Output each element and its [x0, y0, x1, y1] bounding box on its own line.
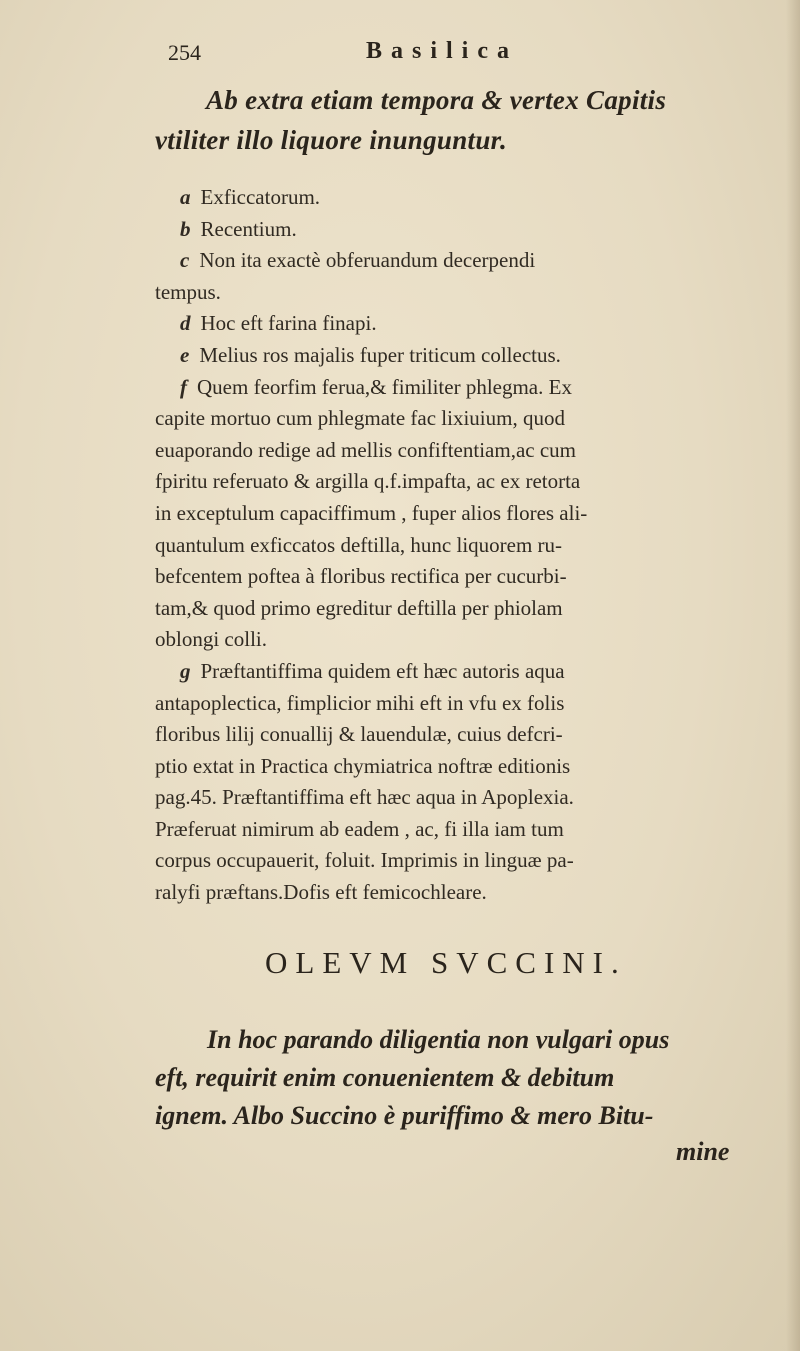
note-line: Non ita exactè obferuandum decerpendi	[199, 248, 536, 273]
note-line: fpiritu referuato & argilla q.f.impafta, ac ex retorta	[155, 469, 581, 494]
note-marker: g	[180, 658, 191, 683]
note-marker: b	[180, 216, 191, 241]
note-line: ptio extat in Practica chymiatrica noftræ editionis	[155, 753, 571, 778]
section-intro	[155, 1021, 767, 1135]
note-line: Recentium.	[200, 216, 297, 241]
catchword: mine	[676, 1136, 730, 1166]
note-marker: e	[180, 342, 190, 367]
running-head	[168, 38, 588, 72]
page-number: 254	[168, 40, 201, 65]
note-line: tam,& quod primo egreditur deftilla per phiolam	[155, 595, 563, 620]
notes-list	[155, 182, 767, 909]
section-intro-line: In hoc parando diligentia non vulgari opus	[207, 1024, 670, 1054]
intro-paragraph	[155, 80, 767, 160]
section-intro-line: eft, requirit enim conuenientem & debitum	[155, 1062, 615, 1092]
note-line: oblongi colli.	[155, 627, 267, 652]
note-line: in exceptulum capaciffimum , fuper alios flores ali-	[155, 500, 588, 525]
note-g	[155, 656, 767, 909]
note-line: Præferuat nimirum ab eadem , ac, fi illa iam tum	[155, 816, 564, 841]
note-marker: a	[180, 185, 191, 209]
note-e	[155, 340, 767, 372]
note-line: corpus occupauerit, foluit. Imprimis in linguæ pa-	[155, 848, 574, 873]
note-a	[155, 182, 767, 214]
intro-line: Ab extra etiam tempora & vertex Capitis	[206, 85, 667, 115]
note-b	[155, 214, 767, 246]
note-line: Exficcatorum.	[200, 185, 321, 209]
note-line: Melius ros majalis fuper triticum collectus.	[199, 342, 561, 367]
running-title: Basilica	[366, 38, 519, 64]
note-line: pag.45. Præftantiffima eft hæc aqua in Apoplexia.	[155, 785, 574, 810]
note-marker: d	[180, 311, 191, 336]
note-line: befcentem poftea à floribus rectifica per cucurbi-	[155, 564, 567, 589]
note-line: Quem feorfim ferua,& fimiliter phlegma. Ex	[197, 374, 572, 399]
note-c	[155, 245, 767, 308]
section-intro-line: ignem. Albo Succino è puriffimo & mero Bitu-	[155, 1100, 654, 1130]
note-marker: f	[180, 374, 187, 399]
note-line: tempus.	[155, 279, 221, 304]
intro-line: vtiliter illo liquore inunguntur.	[155, 125, 508, 155]
note-line: ralyfi præftans.Dofis eft femicochleare.	[155, 880, 487, 905]
note-marker: c	[180, 248, 190, 273]
note-line: euaporando redige ad mellis confiftentiam,ac cum	[155, 437, 576, 462]
section-heading: OLEVM SVCCINI.	[265, 944, 627, 980]
note-line: capite mortuo cum phlegmate fac lixiuium, quod	[155, 406, 565, 431]
note-f	[155, 372, 767, 656]
note-line: Hoc eft farina finapi.	[200, 311, 377, 336]
note-line: quantulum exficcatos deftilla, hunc liquorem ru-	[155, 532, 563, 557]
note-line: floribus lilij conuallij & lauendulæ, cuius defcri-	[155, 722, 563, 747]
note-d	[155, 308, 767, 340]
text-block	[155, 80, 767, 1167]
note-line: Præftantiffima quidem eft hæc autoris aqua	[200, 658, 565, 683]
note-line: antapoplectica, fimplicior mihi eft in vfu ex folis	[155, 690, 565, 715]
